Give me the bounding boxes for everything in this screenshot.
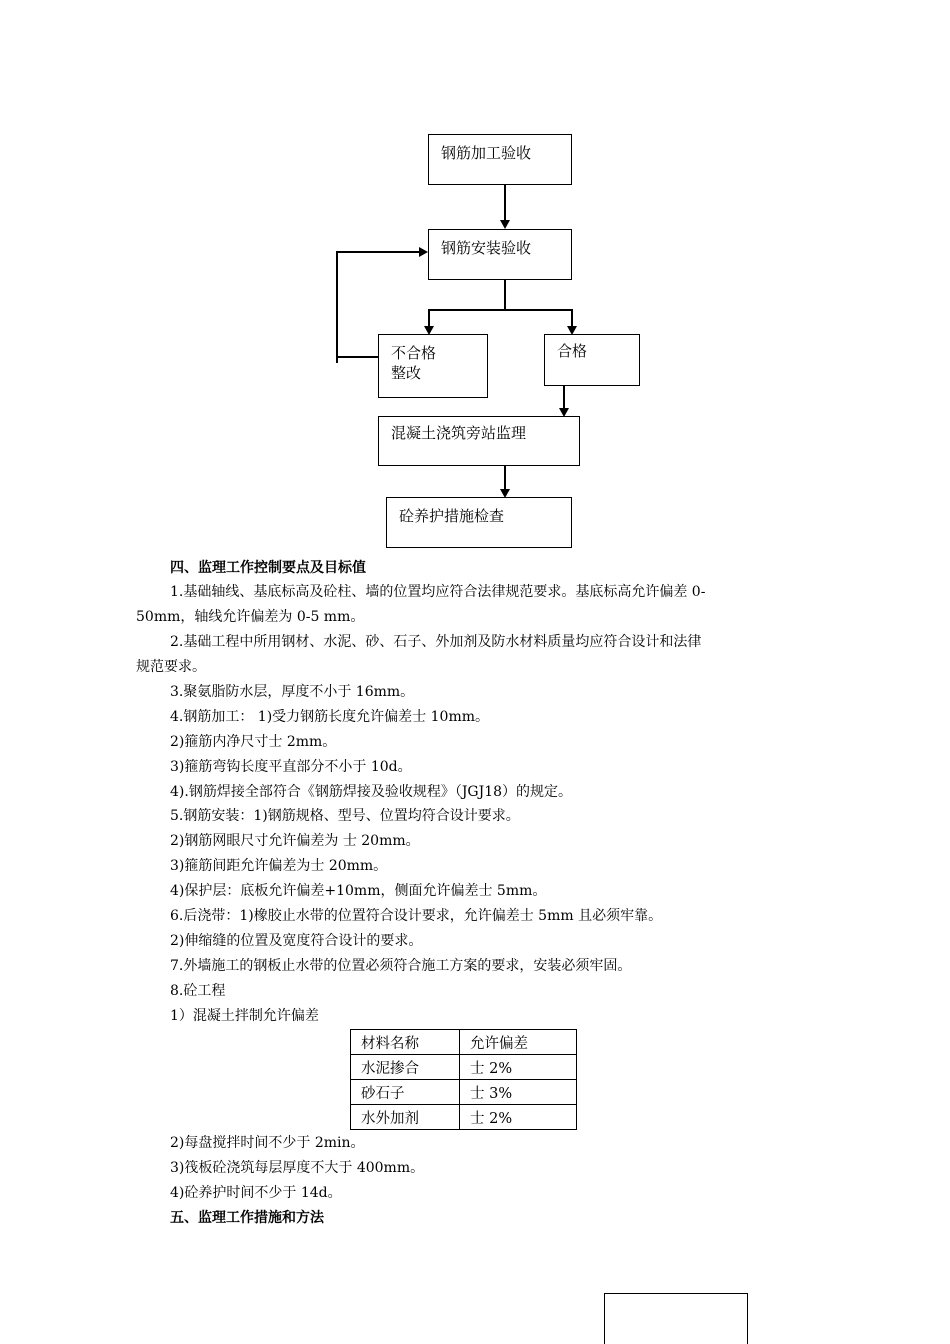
item-8-3: 3)筏板砼浇筑每层厚度不大于 400mm。: [170, 1160, 425, 1176]
flow-feedback-line: [336, 251, 338, 363]
item-4-4: 4).钢筋焊接全部符合《钢筋焊接及验收规程》（JGJ18）的规定。: [170, 784, 573, 800]
table-cell: 士 2%: [460, 1055, 577, 1080]
table-row: [351, 1105, 577, 1130]
flow-connector: [504, 466, 506, 490]
item-6-2: 2)伸缩缝的位置及宽度符合设计的要求。: [170, 933, 423, 949]
flow-box-label: 不合格: [391, 344, 437, 362]
flow-box-concrete-pouring-supervision: [378, 416, 580, 466]
table-row: [351, 1080, 577, 1105]
item-4: 4.钢筋加工： 1)受力钢筋长度允许偏差士 10mm。: [170, 709, 489, 725]
flow-box-label: 钢筋安装验收: [441, 239, 532, 257]
item-1-line-2: 50mm，轴线允许偏差为 0-5 mm。: [136, 609, 365, 625]
flow-box-label: 砼养护措施检查: [399, 507, 505, 525]
flow-box-qualified: [544, 334, 640, 386]
item-7: 7.外墙施工的钢板止水带的位置必须符合施工方案的要求，安装必须牢固。: [170, 958, 632, 974]
item-5: 5.钢筋安装：1)钢筋规格、型号、位置均符合设计要求。: [170, 808, 520, 824]
item-2-line-1: 2.基础工程中所用钢材、水泥、砂、石子、外加剂及防水材料质量均应符合设计和法律: [170, 634, 702, 650]
flow-box-unqualified-rectify: [378, 334, 488, 398]
item-1-line-1: 1.基础轴线、基底标高及砼柱、墙的位置均应符合法律规范要求。基底标高允许偏差 0-: [170, 584, 706, 600]
flow-box-label: 整改: [391, 364, 422, 382]
table-cell: 水泥掺合: [351, 1055, 460, 1080]
item-5-3: 3)箍筋间距允许偏差为士 20mm。: [170, 858, 388, 874]
item-4-2: 2)箍筋内净尺寸士 2mm。: [170, 734, 337, 750]
flow-box-label: 合格: [557, 342, 588, 360]
item-3: 3.聚氨脂防水层，厚度不小于 16mm。: [170, 684, 415, 700]
table-row: [351, 1055, 577, 1080]
section-4-title: 四、监理工作控制要点及目标值: [170, 560, 366, 576]
flow-connector: [428, 309, 572, 311]
table-header-row: [351, 1030, 577, 1055]
flow-arrow: [500, 220, 510, 229]
item-8-2: 2)每盘搅拌时间不少于 2min。: [170, 1135, 365, 1151]
table-cell: 士 3%: [460, 1080, 577, 1105]
item-6: 6.后浇带：1)橡胶止水带的位置符合设计要求，允许偏差士 5mm 且必须牢靠。: [170, 908, 663, 924]
flow-connector: [563, 386, 565, 409]
item-2-line-2: 规范要求。: [136, 659, 206, 675]
item-5-2: 2)钢筋网眼尺寸允许偏差为 士 20mm。: [170, 833, 420, 849]
table-cell: 水外加剂: [351, 1105, 460, 1130]
flow-connector: [504, 185, 506, 221]
table-header-cell: 材料名称: [351, 1030, 460, 1055]
table-cell: 砂石子: [351, 1080, 460, 1105]
flow-connector: [571, 309, 573, 326]
flow-connector: [428, 309, 430, 326]
flow-box-label: 混凝土浇筑旁站监理: [391, 424, 527, 442]
flow-feedback-line: [336, 251, 420, 253]
table-cell: 士 2%: [460, 1105, 577, 1130]
table-header-cell: 允许偏差: [460, 1030, 577, 1055]
item-8-1: 1）混凝土拌制允许偏差: [170, 1008, 319, 1024]
item-4-3: 3)箍筋弯钩长度平直部分不小于 10d。: [170, 759, 412, 775]
item-8: 8.砼工程: [170, 983, 226, 999]
flow-box-rebar-installation: [428, 229, 572, 280]
section-5-title: 五、监理工作措施和方法: [170, 1210, 324, 1226]
flow-box-rebar-processing: [428, 134, 572, 185]
flow-arrow: [419, 247, 428, 257]
flow-connector: [504, 280, 506, 310]
flow-box-curing-inspection: [386, 497, 572, 548]
flow-box-empty: [604, 1293, 748, 1344]
item-5-4: 4)保护层：底板允许偏差+10mm，侧面允许偏差士 5mm。: [170, 883, 547, 899]
item-8-4: 4)砼养护时间不少于 14d。: [170, 1185, 342, 1201]
flow-box-label: 钢筋加工验收: [441, 144, 532, 162]
mix-tolerance-table: [350, 1029, 577, 1130]
flow-feedback-line: [336, 356, 379, 358]
